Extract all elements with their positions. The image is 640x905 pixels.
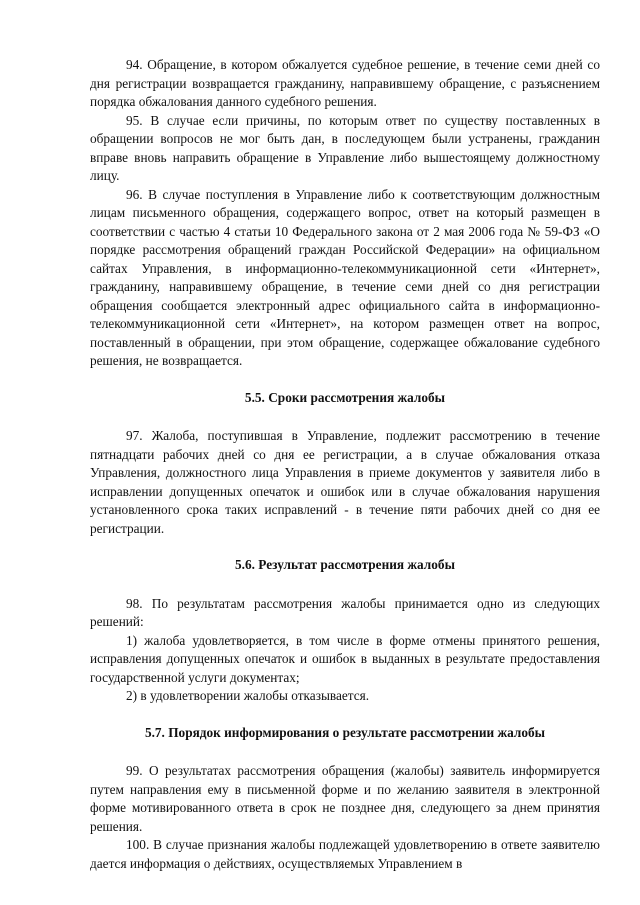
paragraph-94: 94. Обращение, в котором обжалуется судебное решение, в течение семи дней со дня регистрации возвращается гражданину, направившему обращение, с разъяснением порядка обжалования данного судебного решения. [90, 57, 600, 109]
section-heading-5-6: 5.6. Результат рассмотрения жалобы [235, 557, 455, 572]
paragraph-98: 98. По результатам рассмотрения жалобы принимается одно из следующих решений: [90, 595, 600, 629]
paragraph-100: 100. В случае признания жалобы подлежащей удовлетворению в ответе заявителю дается информация о действиях, осуществляемых Управлением в [90, 837, 600, 871]
paragraph-99: 99. О результатах рассмотрения обращения (жалобы) заявитель информируется путем направления ему в письменной форме и по желанию заявителя в электронной форме мотивированного ответа в срок не позднее дня, следующего за днем принятия решения. [90, 763, 600, 834]
paragraph-98-item-1: 1) жалоба удовлетворяется, в том числе в форме отмены принятого решения, исправления допущенных опечаток и ошибок в выданных в результате предоставления государственной услуги документах; [90, 632, 600, 685]
section-heading-5-7: 5.7. Порядок информирования о результате рассмотрении жалобы [144, 724, 546, 740]
paragraph-96: 96. В случае поступления в Управление либо к соответствующим должностным лицам письменного обращения, содержащего вопрос, ответ на который размещен в соответствии с частью 4 статьи 10 Федерального закона от 2 мая 2006 года № 59-ФЗ «О порядке рассмотрения обращений граждан Российской Федерации» на официальном сайтах Управления, в информационно-телекоммуникационной сети «Интернет», гражданину, направившему обращение, в течение семи дней со дня регистрации обращения сообщается электронный адрес официального сайта в информационно-телекоммуникационной сети «Интернет», на котором размещен ответ на вопрос, поставленный в обращении, при этом обращение, содержащее обжалование судебного решения, не возвращается. [90, 186, 600, 368]
paragraph-98-item-2: 2) в удовлетворении жалобы отказывается. [126, 688, 370, 703]
document-page [90, 56, 600, 873]
paragraph-95: 95. В случае если причины, по которым ответ по существу поставленных в обращении вопросов не мог быть дан, в последующем были устранены, гражданин вправе вновь направить обращение в Управление либо вышестоящему должностному лицу. [90, 112, 600, 183]
section-heading-5-5: 5.5. Сроки рассмотрения жалобы [244, 389, 446, 405]
paragraph-97: 97. Жалоба, поступившая в Управление, подлежит рассмотрению в течение пятнадцати рабочих дней со дня ее регистрации, а в случае обжалования отказа Управления, должностного лица Управления в приеме документов у заявителя либо в исправлении допущенных опечаток и ошибок или в случае обжалования нарушения установленного срока таких исправлений - в течение пяти рабочих дней со дня ее регистрации. [90, 428, 600, 536]
